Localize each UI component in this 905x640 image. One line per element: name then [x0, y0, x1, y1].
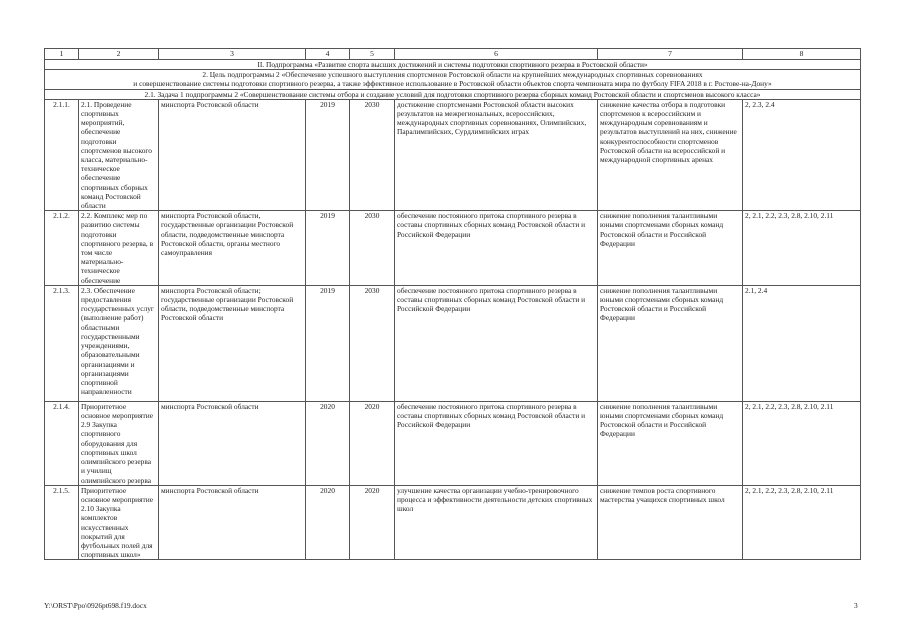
section-title: II. Подпрограмма «Развитие спорта высших достижений и системы подготовки спортивного резерва в Ростовской области»	[45, 60, 861, 70]
non-implementation-consequence: снижение пополнения талантливыми юными спортсменами сборных команд Ростовской области и Российской Федерации	[598, 401, 743, 485]
measure-name: 2.1. Проведение спортивных мероприятий, обеспечение подготовки спортсменов высокого класса, материально-техническое обеспечение спортивных сборных команд Ростовской области	[79, 99, 159, 210]
non-implementation-consequence: снижение темпов роста спортивного мастерства учащихся спортивных школ	[598, 485, 743, 560]
measure-name: 2.2. Комплекс мер по развитию системы подготовки спортивного резерва, в том числе материально-техническое обеспечение	[79, 211, 159, 286]
end-year: 2020	[350, 401, 395, 485]
executor: минспорта Ростовской области	[159, 99, 306, 210]
executor: минспорта Ростовской области	[159, 401, 306, 485]
table-row	[45, 401, 861, 485]
row-number: 2.1.4.	[45, 401, 79, 485]
indicator-link: 2, 2.3, 2.4	[743, 99, 861, 210]
col-number: 6	[395, 49, 598, 60]
program-table	[44, 48, 861, 560]
table-row	[45, 211, 861, 286]
task-text: 2.1. Задача 1 подпрограммы 2 «Совершенствование системы отбора и создание условий для подготовки спортивного резерва сборных команд Ростовской области и спортсменов высокого класса»	[45, 89, 861, 99]
indicator-link: 2, 2.1, 2.2, 2.3, 2.8, 2.10, 2.11	[743, 485, 861, 560]
col-number: 5	[350, 49, 395, 60]
executor: минспорта Ростовской области	[159, 485, 306, 560]
goal-text	[45, 70, 861, 89]
indicator-link: 2, 2.1, 2.2, 2.3, 2.8, 2.10, 2.11	[743, 401, 861, 485]
indicator-link: 2.1, 2.4	[743, 285, 861, 401]
col-number: 4	[306, 49, 350, 60]
row-number: 2.1.3.	[45, 285, 79, 401]
row-number: 2.1.2.	[45, 211, 79, 286]
end-year: 2030	[350, 99, 395, 210]
end-year: 2030	[350, 285, 395, 401]
footer-file-path: Y:\ORST\Ppo\0926pt698.f19.docx	[44, 601, 147, 610]
col-number: 2	[79, 49, 159, 60]
measure-name: Приоритетное основное мероприятие 2.10 Закупка комплектов искусственных покрытий для футбольных полей для спортивных школ»	[79, 485, 159, 560]
measure-name: Приоритетное основное мероприятие 2.9 Закупка спортивного оборудования для спортивных школ олимпийского резерва и училищ олимпийского резерва	[79, 401, 159, 485]
executor: минспорта Ростовской области, государственные организации Ростовской области, подведомственные минспорта Ростовской области, органы местного самоуправления	[159, 211, 306, 286]
task-row	[45, 89, 861, 99]
table-row	[45, 99, 861, 210]
goal-line: и совершенствование системы подготовки спортивного резерва, а также эффективное использование в Ростовской области объектов спорта чемпионата мира по футболу FIFA 2018 в г. Ростове-на-Дону»	[133, 79, 772, 89]
expected-result: обеспечение постоянного притока спортивного резерва в составы спортивных сборных команд Ростовской области и Российской Федерации	[395, 401, 598, 485]
document-sheet	[44, 48, 860, 560]
row-number: 2.1.1.	[45, 99, 79, 210]
goal-row	[45, 70, 861, 89]
section-title-row	[45, 60, 861, 70]
col-number: 8	[743, 49, 861, 60]
expected-result: обеспечение постоянного притока спортивного резерва в составы спортивных сборных команд Ростовской области и Российской Федерации	[395, 285, 598, 401]
non-implementation-consequence: снижение качества отбора в подготовки спортсменов к всероссийским и международным соревнованиям и результатов выступлений на них, снижение конкурентоспособности спортсменов Ростовской области на всероссийской и международной спортивных аренах	[598, 99, 743, 210]
end-year: 2020	[350, 485, 395, 560]
indicator-link: 2, 2.1, 2.2, 2.3, 2.8, 2.10, 2.11	[743, 211, 861, 286]
col-number: 1	[45, 49, 79, 60]
table-row	[45, 285, 861, 401]
non-implementation-consequence: снижение пополнения талантливыми юными спортсменами сборных команд Ростовской области и Российской Федерации	[598, 211, 743, 286]
table-row	[45, 485, 861, 560]
expected-result: достижение спортсменами Ростовской области высоких результатов на межрегиональных, всероссийских, международных спортивных соревнованиях, Олимпийских, Паралимпийских, Сурдлимпийских играх	[395, 99, 598, 210]
non-implementation-consequence: снижение пополнения талантливыми юными спортсменами сборных команд Ростовской области и Российской Федерации	[598, 285, 743, 401]
col-number: 3	[159, 49, 306, 60]
end-year: 2030	[350, 211, 395, 286]
page-number: 3	[854, 601, 858, 610]
start-year: 2020	[306, 485, 350, 560]
measure-name: 2.3. Обеспечение предоставления государственных услуг (выполнение работ) областными государственными учреждениями, образовательными организациями и организациями спортивной направленности	[79, 285, 159, 401]
expected-result: обеспечение постоянного притока спортивного резерва в составы спортивных сборных команд Ростовской области и Российской Федерации	[395, 211, 598, 286]
start-year: 2019	[306, 99, 350, 210]
col-number: 7	[598, 49, 743, 60]
start-year: 2020	[306, 401, 350, 485]
start-year: 2019	[306, 211, 350, 286]
row-number: 2.1.5.	[45, 485, 79, 560]
goal-line: 2. Цель подпрограммы 2 «Обеспечение успешного выступления спортсменов Ростовской области на крупнейших международных спортивных соревнованиях	[202, 70, 703, 80]
executor: минспорта Ростовской области; государственные организации Ростовской области, подведомственные минспорта Ростовской области	[159, 285, 306, 401]
start-year: 2019	[306, 285, 350, 401]
expected-result: улучшение качества организации учебно-тренировочного процесса и эффективности деятельности детских спортивных школ	[395, 485, 598, 560]
column-number-row	[45, 49, 861, 60]
